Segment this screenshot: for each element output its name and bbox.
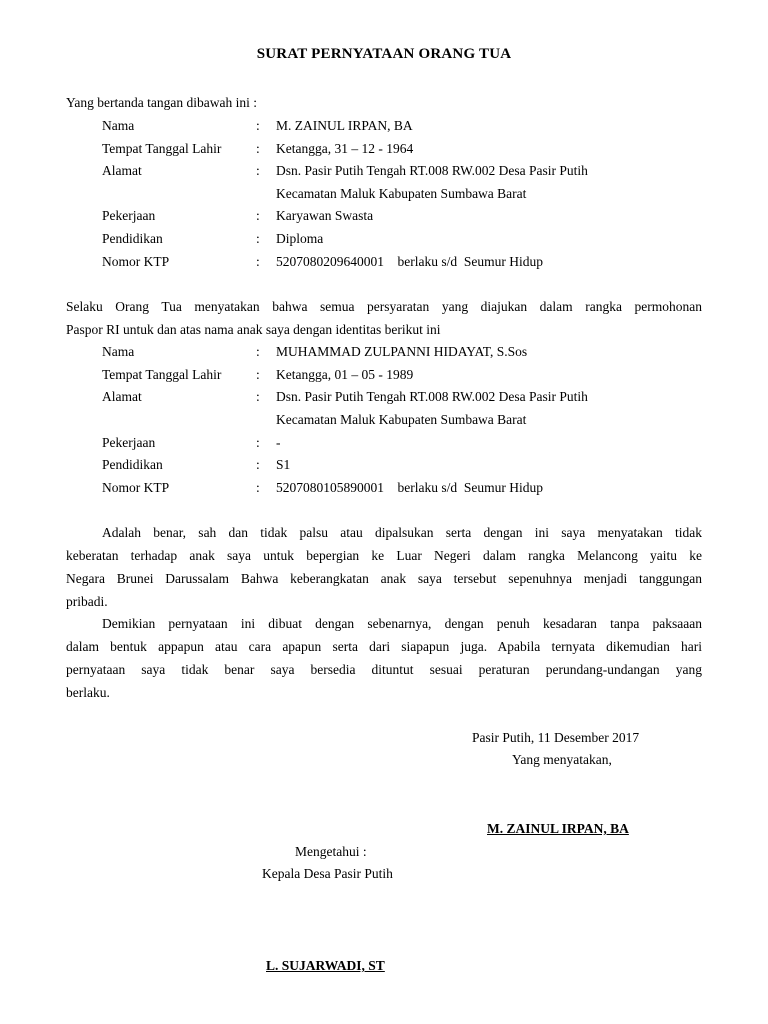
child-job-value: - <box>276 435 281 450</box>
place-date: Pasir Putih, 11 Desember 2017 <box>472 730 640 745</box>
parent-education-value: Diploma <box>276 231 324 246</box>
witness-label: Mengetahui : <box>295 844 367 859</box>
colon: : <box>256 435 260 450</box>
paragraph1-line4: pribadi. <box>66 594 108 609</box>
paragraph2-line2: dalam bentuk appapun atau cara apapun serta dari siapapun juga. Apabila ternyata dikemudian hari <box>66 639 702 654</box>
child-name-value: MUHAMMAD ZULPANNI HIDAYAT, S.Sos <box>276 344 528 359</box>
paragraph2-line3: pernyataan saya tidak benar saya bersedia dituntut sesuai peraturan perundang-undangan yang <box>66 662 702 677</box>
parent-ktp-label: Nomor KTP <box>102 254 170 269</box>
parent-address-line1: Dsn. Pasir Putih Tengah RT.008 RW.002 Desa Pasir Putih <box>276 163 588 178</box>
child-ktp-label: Nomor KTP <box>102 480 170 495</box>
child-address-line2: Kecamatan Maluk Kabupaten Sumbawa Barat <box>276 412 527 427</box>
witness-title: Kepala Desa Pasir Putih <box>262 866 393 881</box>
paragraph1-line1: Adalah benar, sah dan tidak palsu atau dipalsukan serta dengan ini saya menyatakan tidak <box>102 525 702 540</box>
parent-address-line2: Kecamatan Maluk Kabupaten Sumbawa Barat <box>276 186 527 201</box>
child-education-label: Pendidikan <box>102 457 163 472</box>
declarant-name: M. ZAINUL IRPAN, BA <box>487 821 629 836</box>
witness-name: L. SUJARWADI, ST <box>266 958 385 973</box>
child-address-label: Alamat <box>102 389 142 404</box>
parent-job-label: Pekerjaan <box>102 208 156 223</box>
parent-name-value: M. ZAINUL IRPAN, BA <box>276 118 413 133</box>
child-ttl-value: Ketangga, 01 – 05 - 1989 <box>276 367 414 382</box>
parent-ktp-value: 5207080209640001 berlaku s/d Seumur Hidup <box>276 254 543 269</box>
declarant-label: Yang menyatakan, <box>512 752 612 767</box>
parent-education-label: Pendidikan <box>102 231 163 246</box>
colon: : <box>256 457 260 472</box>
colon: : <box>256 208 260 223</box>
colon: : <box>256 254 260 269</box>
parent-address-label: Alamat <box>102 163 142 178</box>
statement-line2: Paspor RI untuk dan atas nama anak saya dengan identitas berikut ini <box>66 322 441 337</box>
colon: : <box>256 118 260 133</box>
child-ttl-label: Tempat Tanggal Lahir <box>102 367 222 382</box>
parent-ttl-value: Ketangga, 31 – 12 - 1964 <box>276 141 414 156</box>
colon: : <box>256 480 260 495</box>
child-job-label: Pekerjaan <box>102 435 156 450</box>
colon: : <box>256 163 260 178</box>
colon: : <box>256 389 260 404</box>
paragraph1-line3: Negara Brunei Darussalam Bahwa keberangkatan anak saya tersebut sepenuhnya menjadi tanggungan <box>66 571 702 586</box>
parent-job-value: Karyawan Swasta <box>276 208 374 223</box>
child-name-label: Nama <box>102 344 135 359</box>
child-address-line1: Dsn. Pasir Putih Tengah RT.008 RW.002 Desa Pasir Putih <box>276 389 588 404</box>
child-ktp-value: 5207080105890001 berlaku s/d Seumur Hidup <box>276 480 543 495</box>
statement-line1: Selaku Orang Tua menyatakan bahwa semua persyaratan yang diajukan dalam rangka permohonan <box>66 299 702 314</box>
colon: : <box>256 344 260 359</box>
intro-text: Yang bertanda tangan dibawah ini : <box>66 95 257 110</box>
child-education-value: S1 <box>276 457 291 472</box>
paragraph2-line4: berlaku. <box>66 685 110 700</box>
paragraph1-line2: keberatan terhadap anak saya untuk bepergian ke Luar Negeri dalam rangka Melancong yaitu ke <box>66 548 702 563</box>
document-title: SURAT PERNYATAAN ORANG TUA <box>256 46 512 62</box>
colon: : <box>256 141 260 156</box>
parent-name-label: Nama <box>102 118 135 133</box>
paragraph2-line1: Demikian pernyataan ini dibuat dengan sebenarnya, dengan penuh kesadaran tanpa paksaaan <box>102 616 702 631</box>
parent-ttl-label: Tempat Tanggal Lahir <box>102 141 222 156</box>
colon: : <box>256 367 260 382</box>
colon: : <box>256 231 260 246</box>
